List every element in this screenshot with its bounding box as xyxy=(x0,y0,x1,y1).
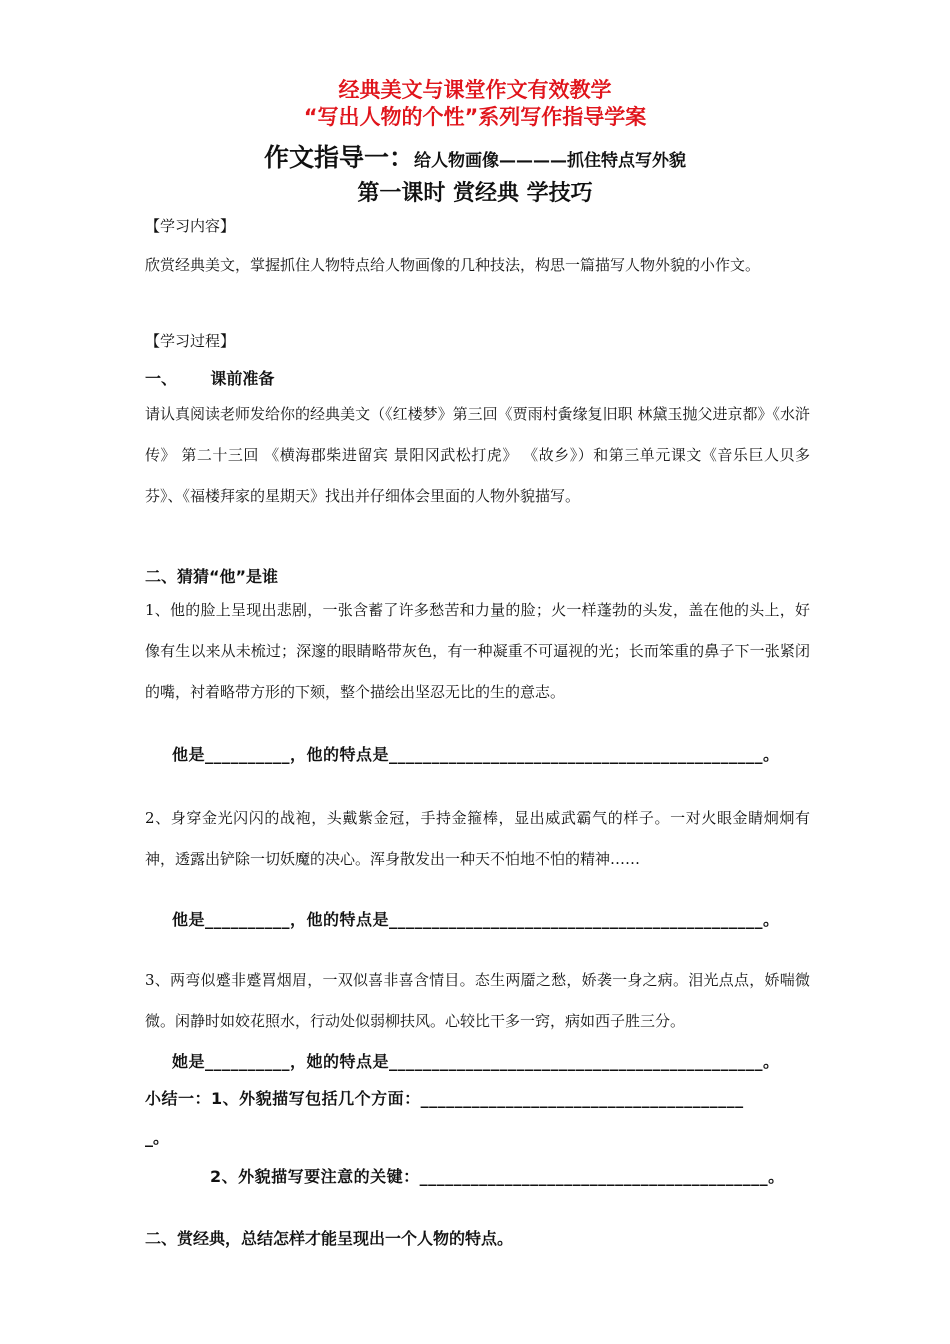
study-content-label: 【学习内容】 xyxy=(145,217,236,235)
item2-text: 2、身穿金光闪闪的战袍，头戴紫金冠，手持金箍棒，显出威武霸气的样子。一对火眼金睛炯炯有神，透露出铲除一切妖魔的决心。浑身散发出一种天不怕地不怕的精神…… xyxy=(145,809,810,868)
summary-line1: 小结一：1、外貌描写包括几个方面：______________________________________ xyxy=(145,1089,744,1108)
section3-heading: 二、赏经典，总结怎样才能呈现出一个人物的特点。 xyxy=(145,1229,514,1248)
section2-heading: 二、猜猜“他”是谁 xyxy=(145,567,279,586)
study-content-text: 欣赏经典美文，掌握抓住人物特点给人物画像的几种技法，构思一篇描写人物外貌的小作文。 xyxy=(145,256,761,274)
guide-heading-main: 作文指导一： xyxy=(263,143,414,172)
item3-text: 3、两弯似蹙非蹙罥烟眉，一双似喜非喜含情目。态生两靥之愁，娇袭一身之病。泪光点点，娇喘微微。闲静时如姣花照水，行动处似弱柳扶风。心较比干多一窍，病如西子胜三分。 xyxy=(145,971,810,1030)
summary-line2: 2、外貌描写要注意的关键：_________________________________________。 xyxy=(210,1167,785,1186)
summary-line1-continuation: _。 xyxy=(145,1128,170,1147)
item1-answer-line: 他是__________，他的特点是____________________________________________。 xyxy=(172,745,780,764)
lesson-heading: 第一课时 赏经典 学技巧 xyxy=(357,181,593,206)
section1-heading: 一、 课前准备 xyxy=(145,369,275,388)
section1-text: 请认真阅读老师发给你的经典美文（《红楼梦》第三回《贾雨村夤缘复旧职 林黛玉抛父进京都》《水浒传》 第二十三回 《横海郡柴进留宾 景阳冈武松打虎》 《故乡》）和第三单元课文《音乐巨人贝多芬》、《福楼拜家的星期天》找出并仔细体会里面的人物外貌描写。 xyxy=(145,405,810,505)
guide-heading xyxy=(0,138,950,174)
item1-text: 1、他的脸上呈现出悲剧，一张含蓄了许多愁苦和力量的脸；火一样蓬勃的头发，盖在他的头上，好像有生以来从未梳过；深邃的眼睛略带灰色，有一种凝重不可逼视的光；长而笨重的鼻子下一张紧闭的嘴，衬着略带方形的下颏，整个描绘出坚忍无比的生的意志。 xyxy=(145,601,810,701)
item2-answer-line: 他是__________，他的特点是____________________________________________。 xyxy=(172,910,780,929)
study-process-label: 【学习过程】 xyxy=(145,332,236,350)
document-title-line1: 经典美文与课堂作文有效教学 xyxy=(338,78,612,102)
guide-heading-sub: 给人物画像————抓住特点写外貌 xyxy=(414,151,686,171)
item3-answer-line: 她是__________，她的特点是____________________________________________。 xyxy=(172,1052,780,1071)
document-title-line2: “写出人物的个性”系列写作指导学案 xyxy=(303,105,647,129)
